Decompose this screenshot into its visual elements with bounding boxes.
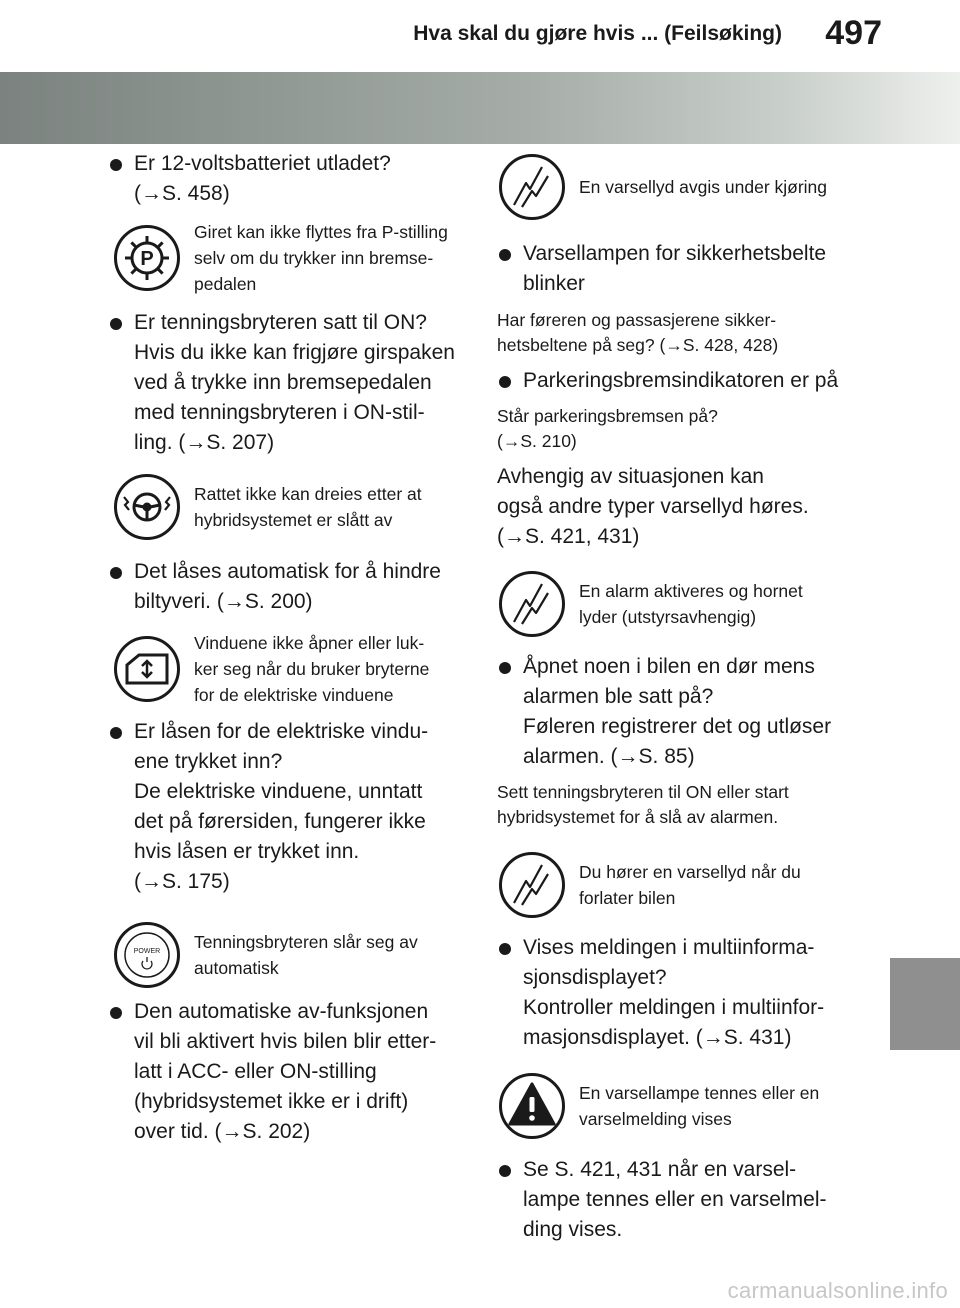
bullet-item	[110, 557, 441, 617]
bullet-item	[110, 149, 391, 209]
gear-p-icon	[114, 225, 180, 291]
power-label: POWER	[133, 948, 161, 955]
note-text: Sett tenningsbryteren til ON eller start hybridsystemet for å slå av alarmen.	[497, 782, 789, 827]
info-text: Avhengig av situasjonen kan også andre typer varsellyd høres. (→S. 421, 431)	[497, 465, 809, 548]
icon-caption: En varsellampe tennes eller en varselmelding vises	[579, 1083, 820, 1129]
symptom-icon-row	[499, 1073, 869, 1139]
bullet-item	[499, 366, 838, 396]
bullet-dot	[110, 567, 122, 579]
icon-caption: En alarm aktiveres og hornet lyder (utstyrsavhengig)	[579, 581, 803, 627]
watermark: carmanualsonline.info	[727, 1278, 948, 1303]
bullet-dot	[499, 1165, 511, 1177]
symptom-icon-row	[114, 474, 474, 540]
bullet-text: Vises meldingen i multiinforma- sjonsdisplayet? Kontroller meldingen i multiinfor- masjonsdisplayet. (→S. 431)	[523, 936, 825, 1049]
bullet-text: Den automatiske av-funksjonen vil bli aktivert hvis bilen blir etter- latt i ACC- eller ON-stilling (hybridsystemet ikke er i drift) over tid. (→S. 202)	[134, 1000, 437, 1143]
power-window-icon	[114, 636, 180, 702]
power-button-icon	[114, 922, 180, 988]
bullet-item	[499, 652, 831, 772]
bullet-dot	[499, 662, 511, 674]
bullet-item	[110, 997, 436, 1147]
bullet-item	[110, 717, 428, 897]
bullet-item	[499, 933, 824, 1053]
sound-warning-icon	[499, 852, 565, 918]
steering-wheel-icon	[114, 474, 180, 540]
bullet-item	[110, 308, 455, 458]
bullet-dot	[110, 159, 122, 171]
symptom-icon-row	[114, 219, 474, 297]
bullet-text: Parkeringsbremsindikatoren er på	[523, 369, 839, 392]
chapter-side-tab	[890, 958, 960, 1050]
icon-caption: Rattet ikke kan dreies etter at hybridsystemet er slått av	[194, 484, 422, 530]
icon-caption: En varsellyd avgis under kjøring	[579, 177, 828, 197]
bullet-item	[499, 239, 826, 299]
bullet-dot	[110, 1007, 122, 1019]
bullet-text: Varsellampen for sikkerhetsbelte blinker	[523, 242, 827, 295]
svg-text:P: P	[140, 248, 154, 270]
bullet-dot	[499, 249, 511, 261]
symptom-icon-row	[114, 630, 474, 708]
sound-warning-icon	[499, 154, 565, 220]
page-number: 497	[825, 14, 882, 52]
bullet-dot	[110, 727, 122, 739]
icon-caption: Du hører en varsellyd når du forlater bilen	[579, 862, 801, 908]
symptom-icon-row	[114, 922, 474, 988]
bullet-text: Er 12-voltsbatteriet utladet? (→S. 458)	[134, 152, 391, 205]
symptom-icon-row	[499, 154, 869, 220]
icon-caption: Giret kan ikke flyttes fra P-stilling selv om du trykker inn bremse- pedalen	[194, 222, 448, 294]
bullet-text: Se S. 421, 431 når en varsel- lampe tennes eller en varselmel- ding vises.	[523, 1158, 827, 1241]
bullet-text: Åpnet noen i bilen en dør mens alarmen ble satt på? Føleren registrerer det og utløser alarmen. (→S. 85)	[523, 655, 832, 768]
symptom-icon-row	[499, 571, 869, 637]
icon-caption: Tenningsbryteren slår seg av automatisk	[194, 932, 418, 978]
page-header	[0, 0, 960, 72]
symptom-icon-row	[499, 852, 869, 918]
warning-triangle-icon	[499, 1073, 565, 1139]
bullet-dot	[110, 318, 122, 330]
bullet-dot	[499, 376, 511, 388]
note-text: Har føreren og passasjerene sikker- hetsbeltene på seg? (→S. 428, 428)	[497, 310, 779, 355]
note-text: Står parkeringsbremsen på? (→S. 210)	[497, 406, 718, 451]
bullet-text: Er tenningsbryteren satt til ON? Hvis du ikke kan frigjøre girspaken ved å trykke inn bremsepedalen med tenningsbryteren i ON-stil- ling. (→S. 207)	[134, 311, 455, 454]
bullet-text: Er låsen for de elektriske vindu- ene trykket inn? De elektriske vinduene, unntatt det på førersiden, fungerer ikke hvis låsen er trykket inn. (→S. 175)	[134, 720, 429, 893]
section-title: Hva skal du gjøre hvis ... (Feilsøking)	[413, 22, 782, 45]
bullet-item	[499, 1155, 826, 1245]
header-gradient-band	[0, 72, 960, 144]
sound-warning-icon	[499, 571, 565, 637]
bullet-dot	[499, 943, 511, 955]
icon-caption: Vinduene ikke åpner eller luk- ker seg når du bruker bryterne for de elektriske vinduene	[194, 633, 430, 705]
bullet-text: Det låses automatisk for å hindre biltyveri. (→S. 200)	[134, 560, 441, 613]
